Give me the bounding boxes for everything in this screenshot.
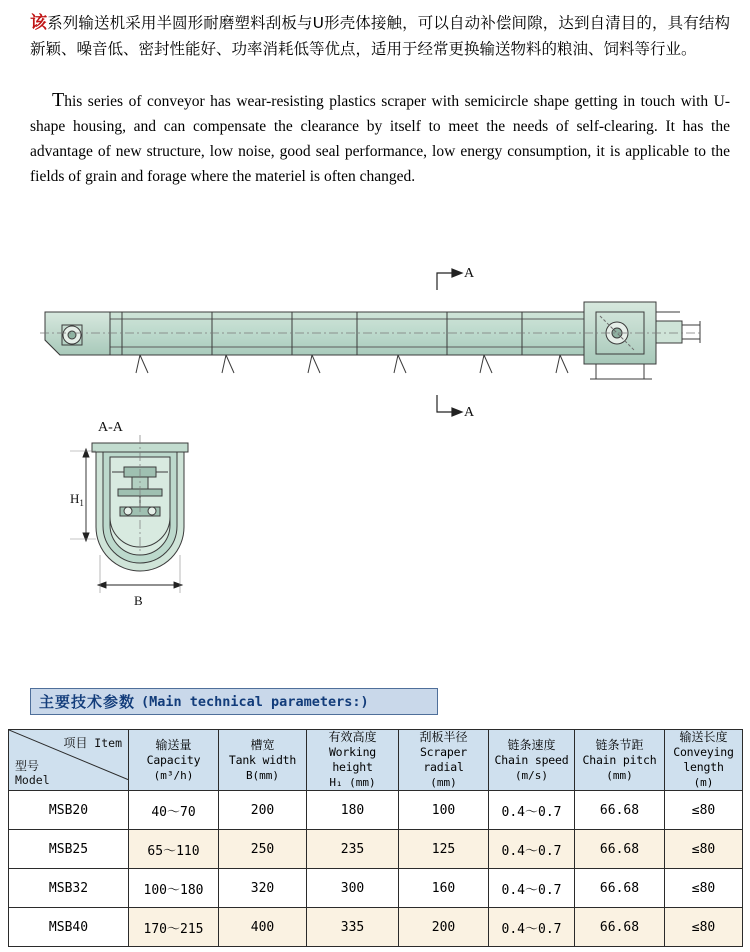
intro-paragraph-english	[30, 88, 730, 189]
header-conveying-length	[665, 730, 743, 791]
cross-section-title: A-A	[98, 420, 123, 435]
cell-conveying-length: ≤80	[665, 830, 743, 869]
header-chain-speed-cn: 链条速度	[507, 737, 556, 752]
table-row	[9, 830, 743, 869]
cell-model: MSB20	[9, 791, 129, 830]
cell-chain-speed: 0.4～0.7	[489, 908, 575, 947]
cell-chain-speed: 0.4～0.7	[489, 830, 575, 869]
header-capacity-cn: 输送量	[155, 737, 192, 752]
cell-chain-pitch: 66.68	[575, 830, 665, 869]
cell-conveying-length: ≤80	[665, 869, 743, 908]
cell-chain-pitch: 66.68	[575, 908, 665, 947]
header-scraper-radial-cn: 刮板半径	[419, 730, 468, 744]
corner-model-cn: 型号	[15, 759, 40, 773]
dimension-width-label: B	[134, 593, 143, 608]
cell-working-height: 235	[307, 830, 399, 869]
header-scraper-radial	[399, 730, 489, 791]
intro-paragraph-chinese	[30, 10, 730, 62]
header-capacity-en: Capacity	[146, 752, 201, 767]
cell-tank-width: 200	[219, 791, 307, 830]
corner-item-cn: 项目	[63, 736, 88, 750]
header-tank-width-cn: 槽宽	[250, 737, 275, 752]
table-row	[9, 908, 743, 947]
cell-chain-pitch: 66.68	[575, 791, 665, 830]
cell-capacity: 170～215	[129, 908, 219, 947]
section-marker-bottom	[437, 395, 462, 416]
cell-conveying-length: ≤80	[665, 791, 743, 830]
intro-chinese-lead-character: 该	[30, 13, 48, 33]
cell-scraper-radial: 125	[399, 830, 489, 869]
header-conveying-length-unit: (m)	[693, 776, 714, 789]
corner-item-en: Item	[94, 736, 122, 750]
header-working-height-cn: 有效高度	[328, 730, 377, 744]
cell-working-height: 335	[307, 908, 399, 947]
header-conveying-length-cn: 输送长度	[679, 730, 728, 744]
intro-english-body: his series of conveyor has wear-resisting plastics scraper with semicircle shape getting in touch with U-shape housing, and can compensate the clearance by itself to meet the needs of self-clearing. It has the advantage of new structure, low noise, good seal performance, low energy consumption, it is applicable to the fields of grain and forage where the materiel is often changed.	[30, 93, 730, 185]
header-capacity	[129, 730, 219, 791]
intro-chinese-body: 系列输送机采用半圆形耐磨塑料刮板与U形壳体接触，可以自动补偿间隙，达到自清目的，具有结构新颖、噪音低、密封性能好、功率消耗低等优点，适用于经常更换输送物料的粮油、饲料等行业。	[30, 14, 730, 58]
cell-model: MSB25	[9, 830, 129, 869]
table-header-row	[9, 730, 743, 791]
header-working-height	[307, 730, 399, 791]
section-marker-bottom-label: A	[464, 405, 475, 420]
cell-scraper-radial: 100	[399, 791, 489, 830]
technical-parameters-table	[8, 729, 743, 947]
table-corner-cell	[9, 730, 129, 791]
header-scraper-radial-unit: (mm)	[430, 776, 457, 789]
header-chain-pitch-cn: 链条节距	[595, 737, 644, 752]
cell-capacity: 40～70	[129, 791, 219, 830]
cell-capacity: 65～110	[129, 830, 219, 869]
corner-model-en: Model	[15, 773, 50, 787]
table-row	[9, 869, 743, 908]
header-chain-pitch-unit: (mm)	[606, 768, 633, 782]
header-chain-pitch	[575, 730, 665, 791]
dimension-height-label: $H_1$	[70, 491, 84, 508]
table-row	[9, 791, 743, 830]
cell-working-height: 300	[307, 869, 399, 908]
cell-conveying-length: ≤80	[665, 908, 743, 947]
header-chain-speed	[489, 730, 575, 791]
cell-chain-speed: 0.4～0.7	[489, 869, 575, 908]
cell-tank-width: 400	[219, 908, 307, 947]
cell-capacity: 100～180	[129, 869, 219, 908]
section-title-bar	[30, 688, 438, 715]
cross-section-view	[92, 435, 188, 571]
side-elevation-view	[40, 302, 700, 379]
cell-model: MSB40	[9, 908, 129, 947]
section-marker-top-label: A	[464, 266, 475, 281]
header-scraper-radial-en: Scraper radial	[419, 745, 468, 774]
header-chain-speed-unit: (m/s)	[514, 768, 549, 782]
intro-english-dropcap: T	[52, 89, 65, 111]
cell-chain-pitch: 66.68	[575, 869, 665, 908]
cell-model: MSB32	[9, 869, 129, 908]
cell-chain-speed: 0.4～0.7	[489, 791, 575, 830]
section-marker-top	[437, 269, 462, 290]
section-title-chinese: 主要技术参数	[39, 693, 136, 711]
section-title-english: (Main technical parameters:)	[141, 693, 369, 710]
header-tank-width-unit: B(mm)	[245, 768, 280, 782]
header-tank-width	[219, 730, 307, 791]
cell-scraper-radial: 200	[399, 908, 489, 947]
cell-working-height: 180	[307, 791, 399, 830]
header-conveying-length-en: Conveying length	[673, 745, 734, 774]
header-capacity-unit: (m³/h)	[153, 768, 194, 782]
technical-drawing	[0, 255, 750, 635]
header-working-height-en: Working height	[328, 745, 377, 774]
cell-tank-width: 250	[219, 830, 307, 869]
cell-tank-width: 320	[219, 869, 307, 908]
header-chain-pitch-en: Chain pitch	[582, 752, 657, 767]
header-chain-speed-en: Chain speed	[494, 752, 569, 767]
header-working-height-unit: H₁ (mm)	[329, 776, 376, 789]
cell-scraper-radial: 160	[399, 869, 489, 908]
header-tank-width-en: Tank width	[228, 752, 297, 767]
